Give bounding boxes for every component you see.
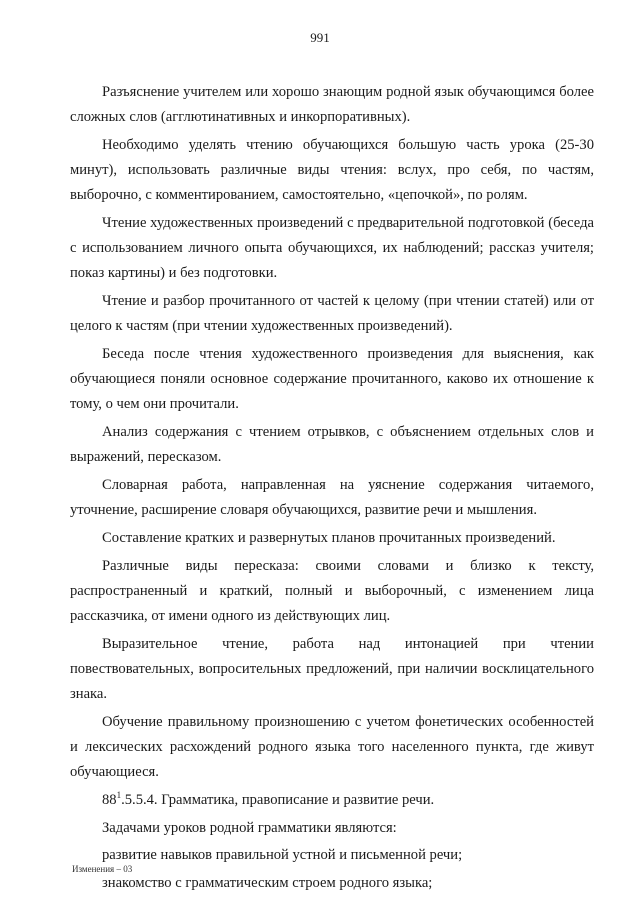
section-heading xyxy=(70,788,594,813)
paragraph: Составление кратких и развернутых планов прочитанных произведений. xyxy=(102,529,556,546)
paragraph: Беседа после чтения художественного произведения для выяснения, как обучающиеся поняли основное содержание прочитанного, каково их отношение к тому, о чем они прочитали. xyxy=(70,346,594,413)
section-title: .5.5.4. Грамматика, правописание и развитие речи. xyxy=(121,791,435,808)
paragraph: Анализ содержания с чтением отрывков, с объяснением отдельных слов и выражений, пересказом. xyxy=(70,424,594,466)
text-line: развитие навыков правильной устной и письменной речи; xyxy=(102,847,463,864)
paragraph: Необходимо уделять чтению обучающихся большую часть урока (25-30 минут), использовать различные виды чтения: вслух, про себя, по частям, выборочно, с комментированием, самостоятельно, «цепочкой», по ролям. xyxy=(70,136,594,204)
section-number: 88 xyxy=(102,791,117,808)
text-line: Задачами уроков родной грамматики являются: xyxy=(102,819,397,836)
page-number: 991 xyxy=(310,30,330,45)
paragraph: Чтение художественных произведений с предварительной подготовкой (беседа с использованием личного опыта обучающихся, их наблюдений; рассказ учителя; показ картины) и без подготовки. xyxy=(70,215,594,282)
footer-note: Изменения – 03 xyxy=(72,864,133,874)
paragraph: Обучение правильному произношению с учетом фонетических особенностей и лексических расхождений родного языка того населенного пункта, где живут обучающиеся. xyxy=(70,713,594,781)
text-line: знакомство с грамматическим строем родного языка; xyxy=(102,875,433,892)
document-body xyxy=(70,80,594,899)
paragraph: Чтение и разбор прочитанного от частей к целому (при чтении статей) или от целого к частям (при чтении художественных произведений). xyxy=(70,293,594,335)
paragraph: Словарная работа, направленная на уяснение содержания читаемого, уточнение, расширение словаря обучающихся, развитие речи и мышления. xyxy=(70,477,594,519)
section-superscript: 1 xyxy=(116,790,122,801)
paragraph: Различные виды пересказа: своими словами и близко к тексту, распространенный и краткий, полный и выборочный, с изменением лица рассказчика, от имени одного из действующих лиц. xyxy=(70,557,594,625)
paragraph: Разъяснение учителем или хорошо знающим родной язык обучающимся более сложных слов (агглютинативных и инкорпоративных). xyxy=(70,84,594,126)
paragraph: Выразительное чтение, работа над интонацией при чтении повествовательных, вопросительных предложений, при наличии восклицательного знака. xyxy=(70,635,594,703)
